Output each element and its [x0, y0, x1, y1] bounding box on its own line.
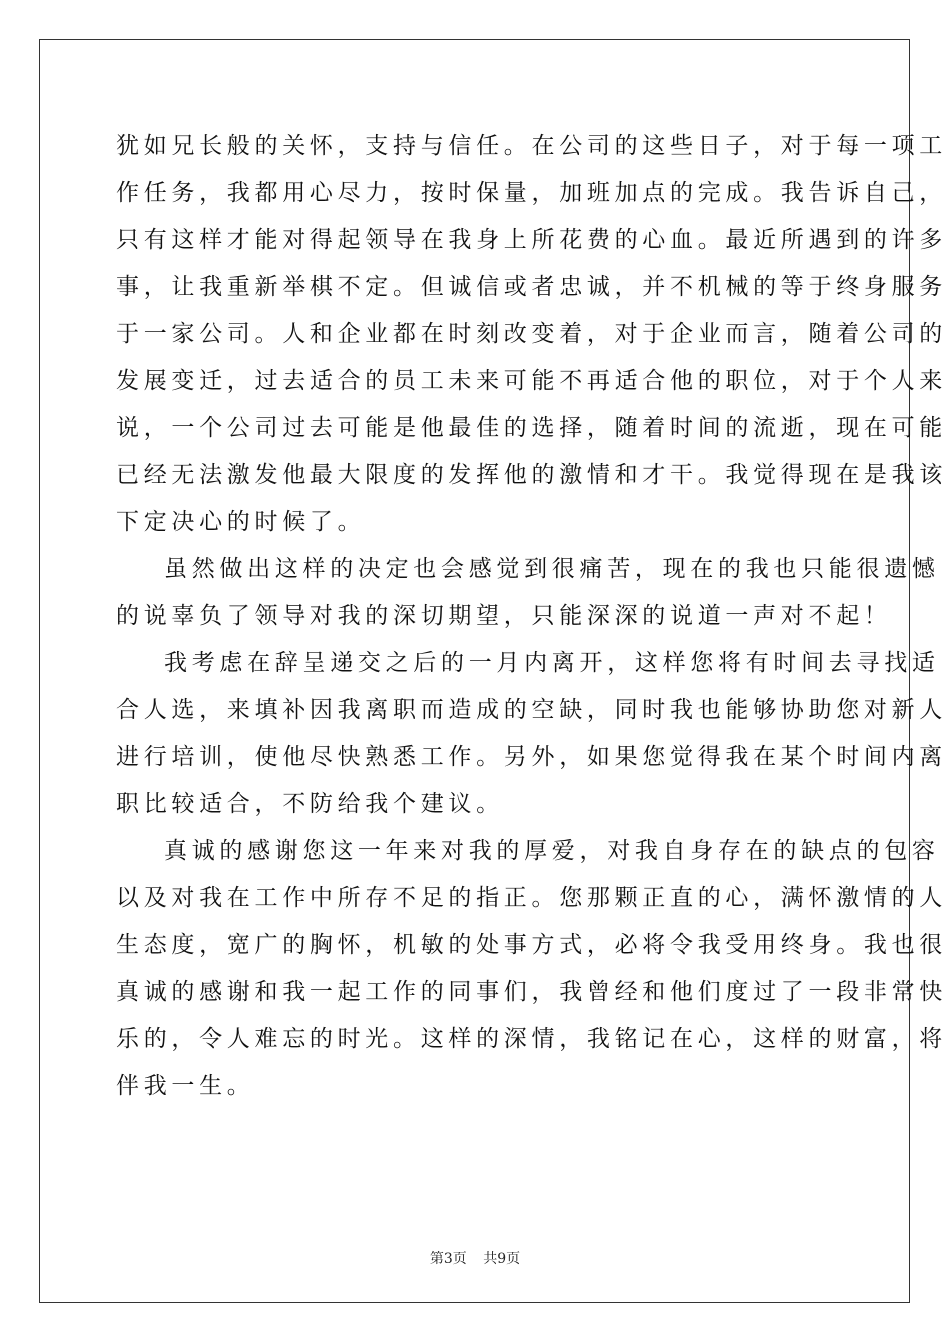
text-line: 生态度，宽广的胸怀，机敏的处事方式，必将令我受用终身。我也很	[116, 932, 947, 958]
text-line: 进行培训，使他尽快熟悉工作。另外，如果您觉得我在某个时间内离	[116, 744, 947, 770]
text-line: 下定决心的时候了。	[116, 509, 366, 535]
current-page-number: 第3页	[429, 1251, 467, 1267]
text-line: 于一家公司。人和企业都在时刻改变着，对于企业而言，随着公司的	[116, 321, 947, 347]
text-line: 真诚的感谢和我一起工作的同事们，我曾经和他们度过了一段非常快	[116, 979, 947, 1005]
page-footer	[0, 1248, 950, 1268]
text-line: 只有这样才能对得起领导在我身上所花费的心血。最近所遇到的许多	[116, 227, 947, 253]
text-line: 乐的，令人难忘的时光。这样的深情，我铭记在心，这样的财富，将	[116, 1026, 947, 1052]
text-line: 的说辜负了领导对我的深切期望，只能深深的说道一声对不起！	[116, 603, 892, 629]
total-page-count: 共9页	[483, 1251, 521, 1267]
paragraph-first-line: 真诚的感谢您这一年来对我的厚爱，对我自身存在的缺点的包容	[164, 838, 940, 864]
text-line: 伴我一生。	[116, 1073, 255, 1099]
paragraph-first-line: 我考虑在辞呈递交之后的一月内离开，这样您将有时间去寻找适	[164, 650, 940, 676]
text-line: 已经无法激发他最大限度的发挥他的激情和才干。我觉得现在是我该	[116, 462, 947, 488]
paragraph-first-line: 虽然做出这样的决定也会感觉到很痛苦，现在的我也只能很遗憾	[164, 556, 940, 582]
document-body	[116, 128, 947, 1115]
text-line: 说，一个公司过去可能是他最佳的选择，随着时间的流逝，现在可能	[116, 415, 947, 441]
text-line: 犹如兄长般的关怀，支持与信任。在公司的这些日子，对于每一项工	[116, 133, 947, 159]
text-line: 事，让我重新举棋不定。但诚信或者忠诚，并不机械的等于终身服务	[116, 274, 947, 300]
text-line: 发展变迁，过去适合的员工未来可能不再适合他的职位，对于个人来	[116, 368, 947, 394]
text-line: 职比较适合，不防给我个建议。	[116, 791, 504, 817]
text-line: 合人选，来填补因我离职而造成的空缺，同时我也能够协助您对新人	[116, 697, 947, 723]
text-line: 以及对我在工作中所存不足的指正。您那颗正直的心，满怀激情的人	[116, 885, 947, 911]
text-line: 作任务，我都用心尽力，按时保量，加班加点的完成。我告诉自己，	[116, 180, 947, 206]
